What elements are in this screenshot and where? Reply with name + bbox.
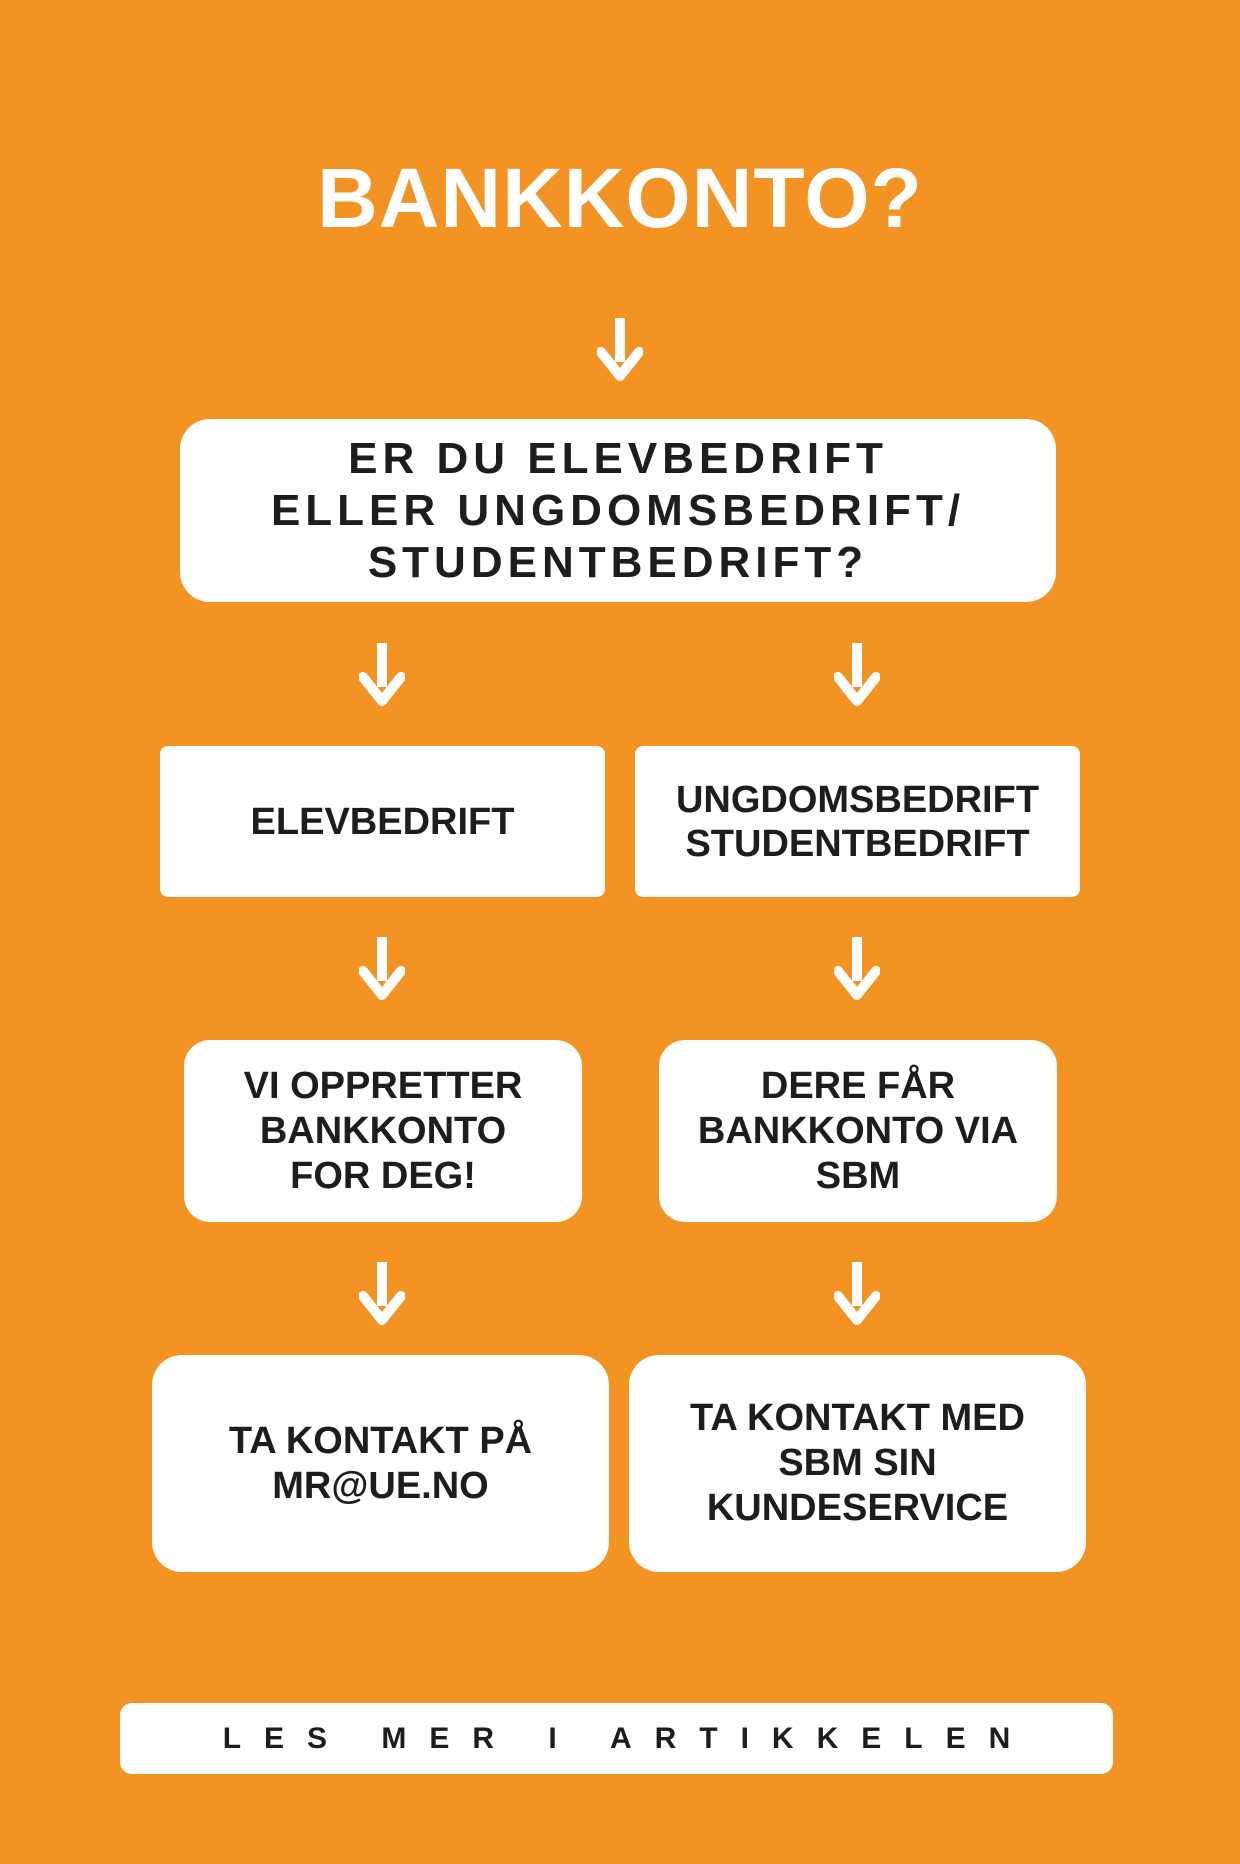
elevbedrift-label: ELEVBEDRIFT [250, 800, 515, 843]
arrow-down-icon [359, 643, 405, 707]
question-box [180, 419, 1056, 602]
left-contact-box [152, 1355, 609, 1572]
page-title: BANKKONTO? [317, 151, 923, 245]
left-contact-text: TA KONTAKT PÅ MR@UE.NO [228, 1419, 533, 1507]
arrow-down-icon [359, 1262, 405, 1326]
left-step-text: VI OPPRETTER BANKKONTO FOR DEG! [243, 1064, 523, 1197]
elevbedrift-box [160, 746, 605, 897]
question-text: ER DU ELEVBEDRIFT ELLER UNGDOMSBEDRIFT/ STUDENTBEDRIFT? [270, 433, 966, 587]
arrow-down-icon [834, 1262, 880, 1326]
right-step-text: DERE FÅR BANKKONTO VIA SBM [697, 1064, 1019, 1197]
left-step-box [184, 1040, 582, 1222]
arrow-down-icon [834, 937, 880, 1001]
right-contact-text: TA KONTAKT MED SBM SIN KUNDESERVICE [690, 1397, 1025, 1529]
arrow-down-icon [597, 318, 643, 382]
ungdomsbedrift-box [635, 746, 1080, 897]
arrow-down-icon [359, 937, 405, 1001]
read-more-link[interactable] [120, 1703, 1113, 1774]
ungdomsbedrift-label: UNGDOMSBEDRIFT STUDENTBEDRIFT [675, 778, 1040, 865]
right-contact-box [629, 1355, 1086, 1572]
arrow-down-icon [834, 643, 880, 707]
right-step-box [659, 1040, 1057, 1222]
read-more-label: LES MER I ARTIKKELEN [222, 1721, 1034, 1755]
